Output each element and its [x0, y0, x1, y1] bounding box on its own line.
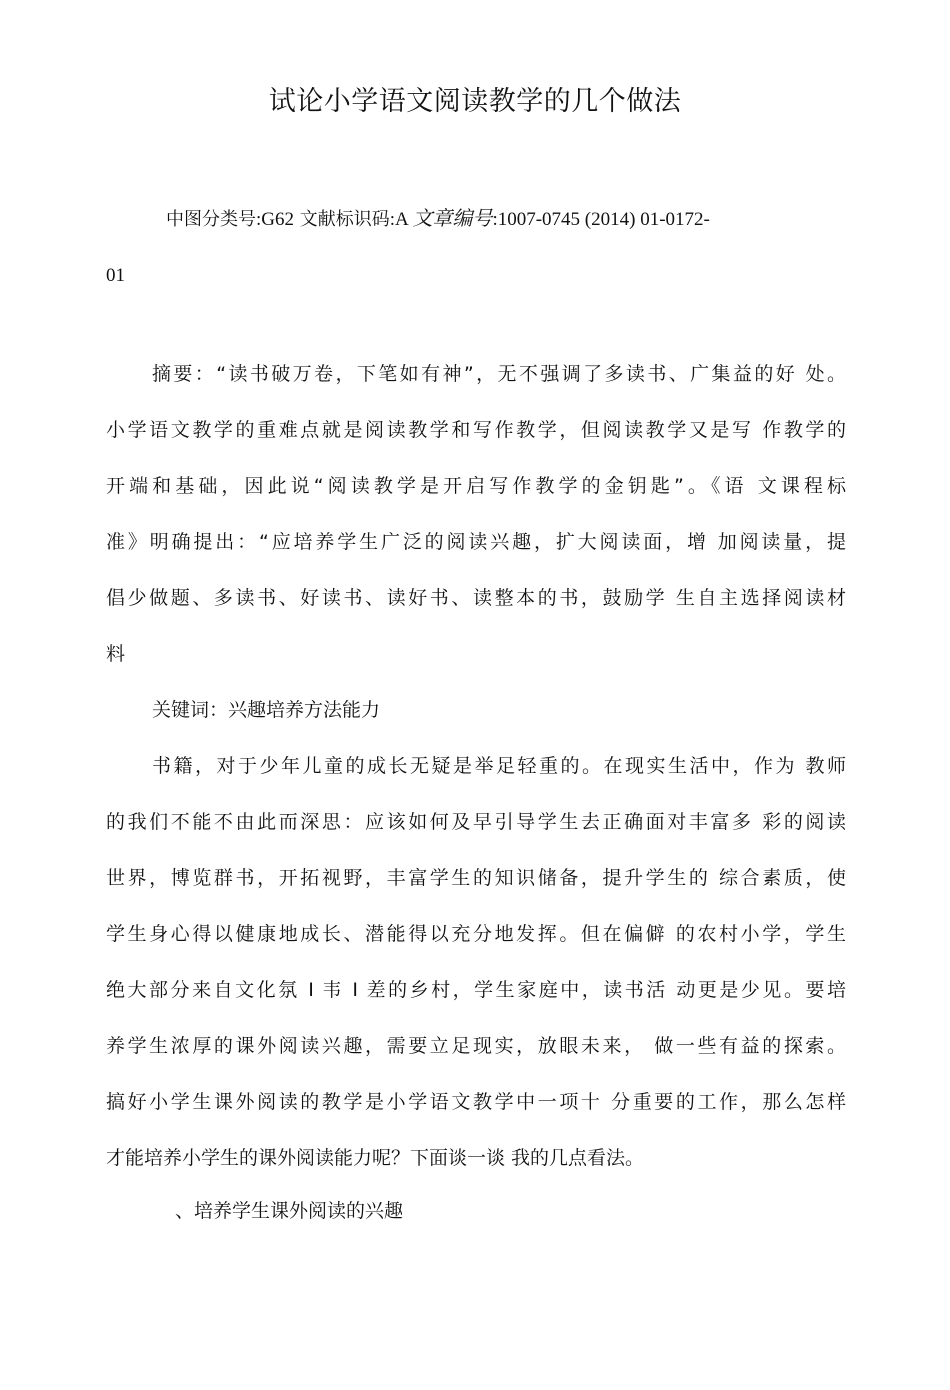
paragraph-line: 书籍，对于少年儿童的成长无疑是举足轻重的。在现实生活中，作为 教师 — [152, 755, 846, 777]
abstract-line: 倡少做题、多读书、好读书、读好书、读整本的书，鼓励学 生自主选择阅读材 — [106, 587, 846, 609]
clc-label: 中图分类号 — [166, 209, 256, 230]
paragraph-line: 养学生浓厚的课外阅读兴趣，需要立足现实，放眼未来， 做一些有益的探索。 — [106, 1035, 846, 1057]
paragraph-line: 世界，博览群书，开拓视野，丰富学生的知识储备，提升学生的 综合素质，使 — [106, 867, 846, 889]
paragraph-line: 搞好小学生课外阅读的教学是小学语文教学中一项十 分重要的工作，那么怎样 — [106, 1091, 846, 1113]
metadata-line-2: 01 — [106, 265, 125, 286]
abstract-line: 摘要：“读书破万卷，下笔如有神”，无不强调了多读书、广集益的好 处。 — [152, 363, 846, 385]
keywords-line — [106, 682, 846, 738]
paragraph-line: 绝大部分来自文化氛 I 韦 I 差的乡村，学生家庭中，读书活 动更是少见。要培 — [106, 979, 846, 1001]
document-title: 试论小学语文阅读教学的几个做法 — [268, 86, 682, 117]
article-number-value: :1007-0745 (2014) 01-0172- — [492, 209, 710, 230]
abstract-line: 准》明确提出：“应培养学生广泛的阅读兴趣，扩大阅读面，增 加阅读量，提 — [106, 531, 846, 553]
document-code-label: 文献标识码 — [294, 209, 390, 230]
document-code-value: :A — [389, 209, 413, 230]
clc-value: :G62 — [256, 209, 294, 230]
abstract-line: 小学语文教学的重难点就是阅读教学和写作教学，但阅读教学又是写 作教学的 — [106, 419, 846, 441]
classification-metadata — [106, 190, 846, 304]
abstract-paragraph — [106, 346, 846, 682]
paragraph-line: 才能培养小学生的课外阅读能力呢？下面谈一谈 我的几点看法。 — [106, 1147, 645, 1169]
paragraph-line: 学生身心得以健康地成长、潜能得以充分地发挥。但在偏僻 的农村小学，学生 — [106, 923, 846, 945]
paragraph-line: 的我们不能不由此而深思：应该如何及早引导学生去正确面对丰富多 彩的阅读 — [106, 811, 846, 833]
metadata-line-1 — [106, 190, 846, 248]
abstract-line: 料 — [106, 643, 126, 665]
abstract-line: 开端和基础，因此说“阅读教学是开启写作教学的金钥匙”。《语 文课程标 — [106, 475, 846, 497]
keywords-text: 关键词：兴趣培养方法能力 — [152, 699, 381, 721]
body-paragraph — [106, 738, 846, 1186]
article-number-label: 文章编号 — [412, 206, 493, 230]
section-heading: 、培养学生课外阅读的兴趣 — [175, 1200, 404, 1222]
